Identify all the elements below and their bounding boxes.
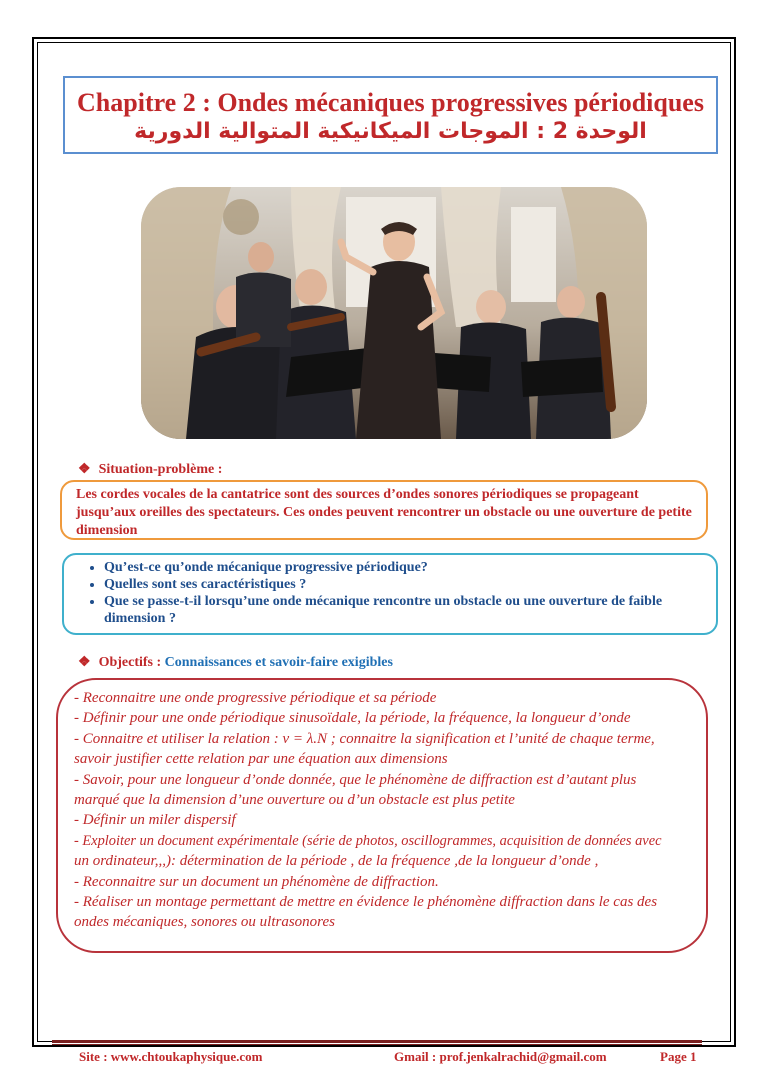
- objectif-line: - Exploiter un document expérimentale (série de photos, oscillogrammes, acquisition de données avec: [74, 832, 662, 849]
- footer-divider: [52, 1040, 702, 1043]
- objectif-line: - Reconnaitre sur un document un phénomène de diffraction.: [74, 873, 439, 890]
- objectifs-sublabel: Connaissances et savoir-faire exigibles: [164, 655, 393, 670]
- questions-box: [62, 553, 718, 635]
- objectifs-box: [56, 678, 708, 953]
- question-item: • Quelles sont ses caractéristiques ?: [104, 576, 702, 593]
- questions-list: [88, 559, 702, 627]
- question-item: • Que se passe-t-il lorsqu’une onde mécanique rencontre un obstacle ou une ouverture de faible dimension ?: [104, 593, 702, 627]
- objectif-line: - Réaliser un montage permettant de mettre en évidence le phénomène diffraction dans le cas des: [74, 894, 658, 911]
- footer-page-number: Page 1: [660, 1049, 697, 1064]
- situation-label: ❖ Situation-problème :: [78, 462, 223, 477]
- objectif-line: ondes mécaniques, sonores ou ultrasonores: [74, 914, 335, 931]
- objectifs-label: ❖ Objectifs : Connaissances et savoir-faire exigibles: [78, 655, 393, 670]
- question-item: • Qu’est-ce qu’onde mécanique progressive périodique?: [104, 559, 702, 576]
- objectif-line: - Savoir, pour une longueur d’onde donnée, que le phénomène de diffraction est d’autant plus: [74, 771, 637, 788]
- objectif-line: - Connaitre et utiliser la relation : v = λ.N ; connaitre la signification et l’unité de chaque terme,: [74, 730, 655, 747]
- diamond-bullet-icon: ❖: [78, 655, 91, 670]
- title-box: [63, 76, 718, 154]
- title-arabic: الوحدة 2 : الموجات الميكانيكية المتوالية الدورية: [134, 119, 647, 144]
- situation-text: Les cordes vocales de la cantatrice sont des sources d’ondes sonores périodiques se propageant jusqu’aux oreilles des spectateurs. Ces ondes peuvent rencontrer un obstacle ou une ouverture de petite dimension: [76, 487, 692, 538]
- objectif-line: - Reconnaitre une onde progressive périodique et sa période: [74, 690, 437, 706]
- diamond-bullet-icon: ❖: [78, 462, 91, 477]
- title-french: Chapitre 2 : Ondes mécaniques progressives périodiques: [77, 88, 704, 117]
- opera-singer-photo: [141, 187, 647, 439]
- objectif-line: savoir justifier cette relation par une équation aux dimensions: [74, 751, 448, 768]
- objectif-line: - Définir un miler dispersif: [74, 812, 236, 829]
- objectif-line: - Définir pour une onde périodique sinusoïdale, la période, la fréquence, la longueur d’onde: [74, 710, 631, 727]
- footer-gmail: Gmail : prof.jenkalrachid@gmail.com: [394, 1049, 607, 1064]
- footer-divider-thin: [52, 1044, 702, 1045]
- situation-box: [60, 480, 708, 540]
- objectif-line: un ordinateur,,,): détermination de la période , de la fréquence ,de la longueur d’onde ,: [74, 853, 599, 870]
- objectif-line: marqué que la dimension d’une ouverture ou d’un obstacle est plus petite: [74, 792, 515, 809]
- footer-site: Site : www.chtoukaphysique.com: [79, 1049, 263, 1064]
